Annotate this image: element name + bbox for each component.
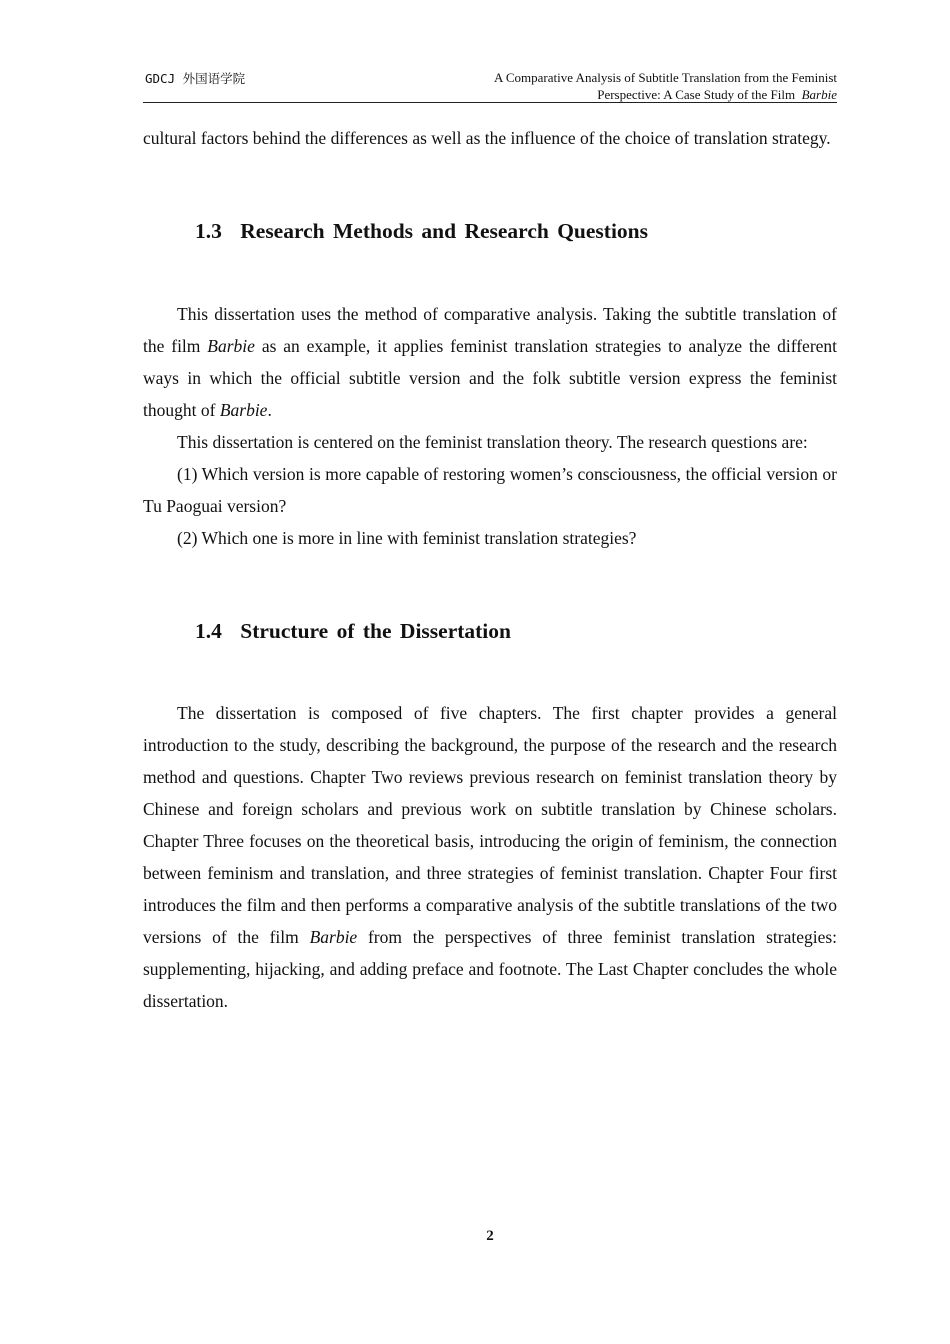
section-number: 1.3 (195, 219, 222, 243)
paragraph: This dissertation is centered on the feminist translation theory. The research questions are: (177, 432, 808, 452)
header-title-line2 (494, 86, 837, 103)
research-question-1: (1) Which version is more capable of restoring women’s consciousness, the official version or Tu Paoguai version? (143, 464, 837, 516)
film-title: Barbie (207, 336, 255, 356)
film-title: Barbie (309, 927, 358, 947)
page-number: 2 (486, 1228, 494, 1244)
header-title-line1: A Comparative Analysis of Subtitle Translation from the Feminist (493, 70, 837, 85)
intro-continuation (143, 122, 837, 154)
paragraph: cultural factors behind the differences as well as the influence of the choice of translation strategy. (143, 128, 831, 148)
section-title: Research Methods and Research Questions (240, 219, 649, 243)
section-number: 1.4 (195, 619, 222, 643)
section-1-3-body (143, 298, 837, 554)
film-title: Barbie (219, 400, 268, 420)
header-title (494, 69, 837, 103)
header-film-title: Barbie (801, 87, 837, 102)
paragraph (143, 298, 837, 426)
header-title-line2-prefix: Perspective: A Case Study of the Film (597, 87, 796, 102)
section-heading-1-3 (195, 216, 648, 246)
running-header (143, 66, 837, 103)
paragraph-text: as an example, it applies feminist translation strategies to analyze the different ways in which the official subtitle version and the folk subtitle version express the feminist thought of (143, 336, 838, 420)
paragraph-text: . (267, 400, 272, 420)
section-title: Structure of the Dissertation (240, 619, 511, 643)
section-heading-1-4 (195, 616, 511, 646)
paragraph-text: This dissertation uses the method of comparative analysis. Taking the subtitle translation of the film (143, 304, 837, 356)
paragraph-text: The dissertation is composed of five chapters. The first chapter provides a general introduction to the study, describing the background, the purpose of the research and the research method and questions. Chapter Two reviews previous research on feminist translation theory by Chinese and foreign scholars and previous work on subtitle translation by Chinese scholars. Chapter Three focuses on the theoretical basis, introducing the origin of feminism, the connection between feminism and translation, and three strategies of feminist translation. Chapter Four first introduces the film and then performs a comparative analysis of the subtitle translations of the two versions of the film (143, 703, 837, 947)
paragraph (143, 697, 837, 1017)
section-1-4-body (143, 697, 837, 1017)
header-institution: GDCJ 外国语学院 (145, 71, 246, 86)
research-question-2: (2) Which one is more in line with feminist translation strategies? (177, 528, 637, 548)
paragraph-text: from the perspectives of three feminist translation strategies: supplementing, hijacking, and adding preface and footnote. The Last Chapter concludes the whole dissertation. (143, 927, 838, 1011)
